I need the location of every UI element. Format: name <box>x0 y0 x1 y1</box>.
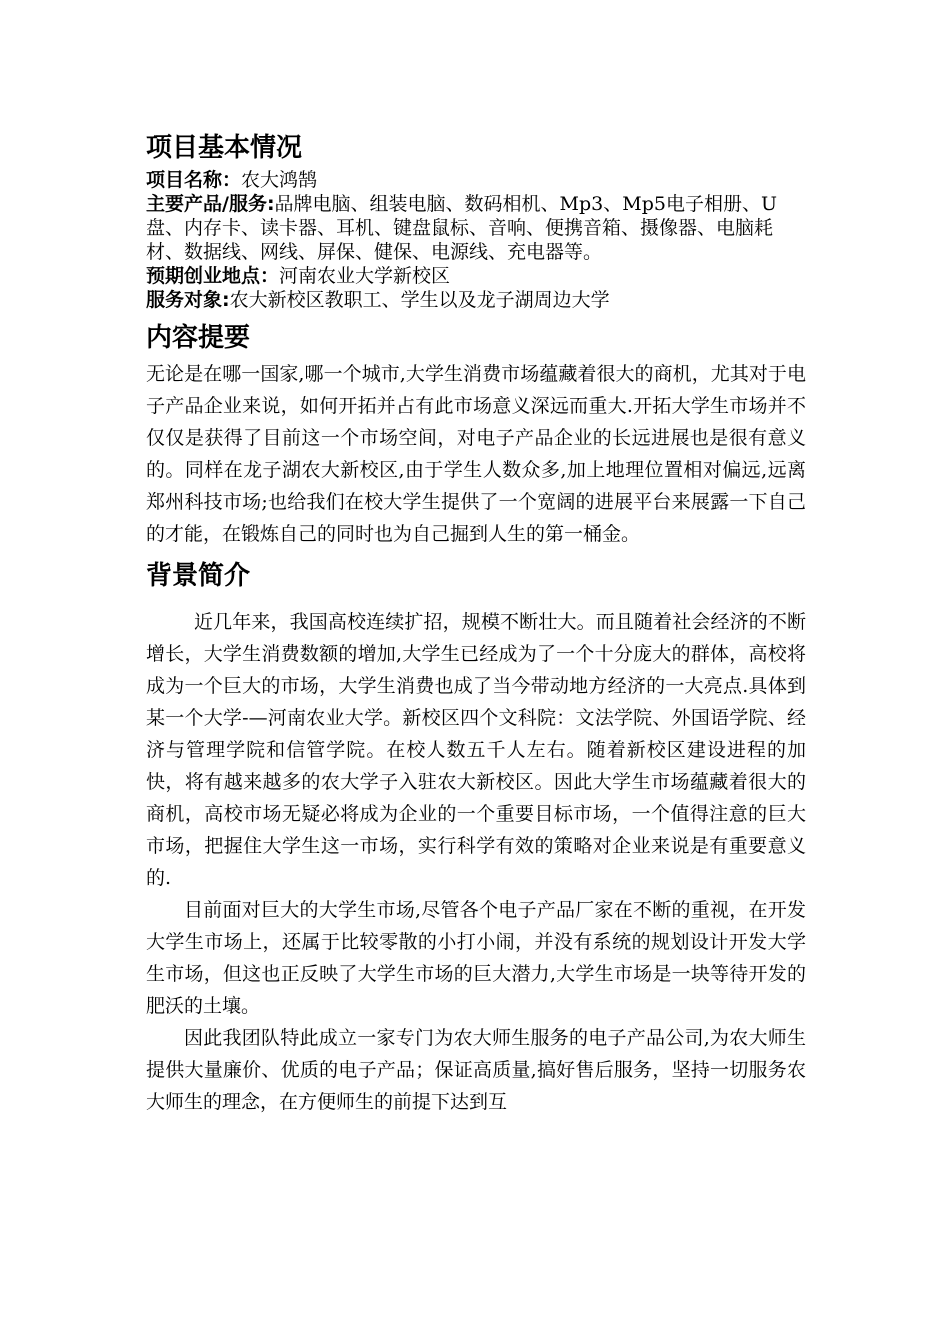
info-label: 预期创业地点： <box>146 265 280 287</box>
info-value: 品牌电脑、组装电脑、数码相机、Mp3、Mp5电子相册、U盘、内存卡、读卡器、耳机、键盘鼠标、音响、便携音箱、摄像器、电脑耗材、数据线、网线、屏保、健保、电源线、充电器等。 <box>146 193 777 263</box>
info-value: 河南农业大学新校区 <box>279 265 451 287</box>
info-audience <box>146 288 806 312</box>
heading-project-basics: 项目基本情况 <box>146 133 303 163</box>
heading-background: 背景简介 <box>146 561 251 591</box>
background-paragraph-3: 因此我团队特此成立一家专门为农大师生服务的电子产品公司,为农大师生提供大量廉价、优质的电子产品；保证高质量,搞好售后服务，坚持一切服务农大师生的理念，在方便师生的前提下达到互 <box>146 1027 806 1113</box>
info-project-name <box>146 168 806 192</box>
summary-paragraph: 无论是在哪一国家,哪一个城市,大学生消费市场蕴藏着很大的商机，尤其对于电子产品企业来说，如何开拓并占有此市场意义深远而重大.开拓大学生市场并不仅仅是获得了目前这一个市场空间，对电子产品企业的长远进展也是很有意义的。同样在龙子湖农大新校区,由于学生人数众多,加上地理位置相对偏远,远离郑州科技市场;也给我们在校大学生提供了一个宽阔的进展平台来展露一下自己的才能，在锻炼自己的同时也为自己掘到人生的第一桶金。 <box>146 363 806 545</box>
info-location <box>146 264 806 288</box>
background-paragraph-1: 近几年来，我国高校连续扩招，规模不断壮大。而且随着社会经济的不断增长，大学生消费数额的增加,大学生已经成为了一个十分庞大的群体，高校将成为一个巨大的市场，大学生消费也成了当今带动地方经济的一大亮点.具体到某一个大学-—河南农业大学。新校区四个文科院：文法学院、外国语学院、经济与管理学院和信管学院。在校人数五千人左右。随着新校区建设进程的加快，将有越来越多的农大学子入驻农大新校区。因此大学生市场蕴藏着很大的商机，高校市场无疑必将成为企业的一个重要目标市场，一个值得注意的巨大市场，把握住大学生这一市场，实行科学有效的策略对企业来说是有重要意义的. <box>146 611 806 889</box>
info-products <box>146 192 806 264</box>
info-label: 服务对象: <box>146 289 230 311</box>
info-label: 项目名称： <box>146 169 242 191</box>
document-page <box>146 128 806 1118</box>
info-value: 农大鸿鹄 <box>241 169 318 191</box>
heading-summary: 内容提要 <box>146 323 251 353</box>
info-value: 农大新校区教职工、学生以及龙子湖周边大学 <box>229 289 610 311</box>
project-info-list <box>146 168 806 312</box>
background-paragraph-2: 目前面对巨大的大学生市场,尽管各个电子产品厂家在不断的重视，在开发大学生市场上，还属于比较零散的小打小闹，并没有系统的规划设计开发大学生市场，但这也正反映了大学生市场的巨大潜力,大学生市场是一块等待开发的肥沃的土壤。 <box>146 899 806 1017</box>
info-label: 主要产品/服务: <box>146 193 275 215</box>
